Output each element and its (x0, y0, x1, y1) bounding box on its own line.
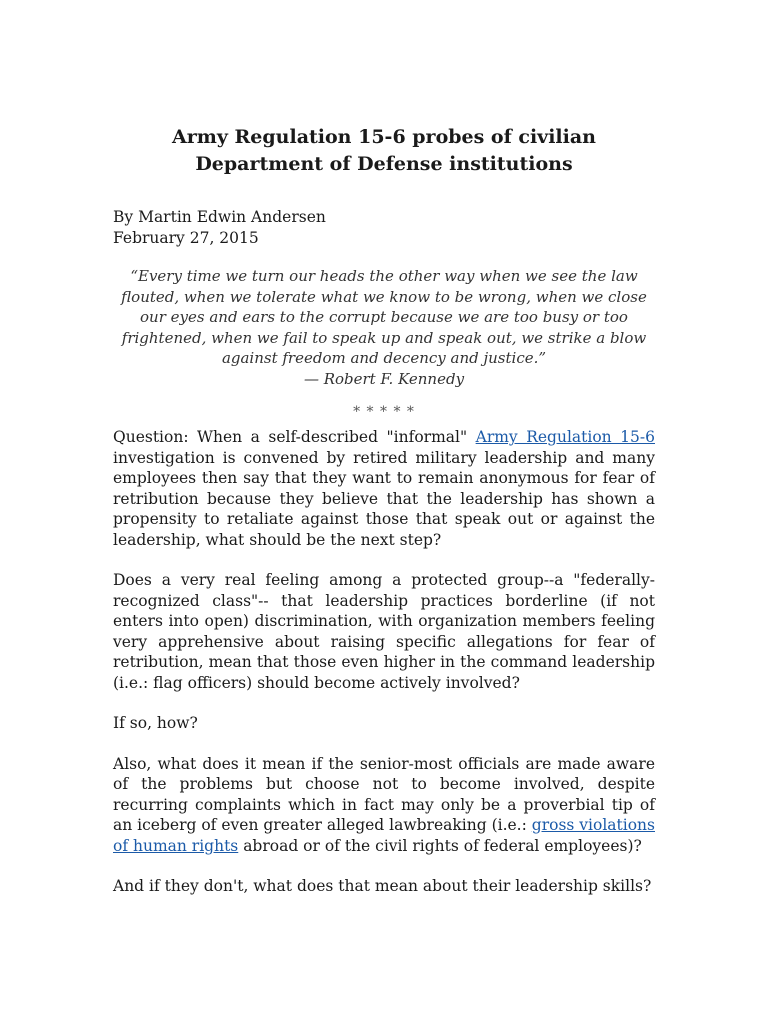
paragraph-text: Also, what does it mean if the senior-most officials are made aware of the problems but choose not to become involved, despite recurring complaints which in fact may only be a proverbial tip of an iceberg of even greater alleged lawbreaking (i.e.: (113, 754, 655, 834)
title-line-1: Army Regulation 15-6 probes of civilian (172, 126, 596, 148)
quote-text: “Every time we turn our heads the other way when we see the law flouted, when we tolerate what we know to be wrong, when we close our eyes and ears to the corrupt because we are too busy or too frightened, when we fail to speak up and speak out, we strike a blow against freedom and decency and justice.” (121, 267, 647, 367)
paragraph-question (113, 427, 655, 550)
paragraph-text: abroad or of the civil rights of federal employees)? (238, 836, 642, 855)
section-separator: * * * * * (353, 404, 415, 420)
document-page (113, 124, 655, 897)
publish-date: February 27, 2015 (113, 229, 259, 247)
paragraph-protected-group: Does a very real feeling among a protected group--a "federally-recognized class"-- that leadership practices borderline (if not enters into open) discrimination, with organization members feeling very apprehensive about raising specific allegations for fear of retribution, mean that those even higher in the command leadership (i.e.: flag officers) should become actively involved? (113, 571, 655, 692)
title-line-2: Department of Defense institutions (195, 153, 573, 175)
paragraph-if-so: If so, how? (113, 714, 198, 732)
quote-attribution: — Robert F. Kennedy (303, 369, 465, 388)
byline (113, 207, 655, 249)
document-title (113, 124, 655, 178)
paragraph-text: Question: When a self-described "informal" (113, 428, 476, 446)
human-rights-link[interactable]: gross violations of human rights (113, 816, 655, 855)
author: By Martin Edwin Andersen (113, 208, 326, 226)
paragraph-senior-officials (113, 754, 655, 857)
paragraph-leadership-skills: And if they don't, what does that mean about their leadership skills? (113, 877, 652, 895)
epigraph-quote (113, 266, 655, 389)
army-regulation-link[interactable]: Army Regulation 15-6 (475, 428, 655, 446)
paragraph-text: investigation is convened by retired military leadership and many employees then say that they want to remain anonymous for fear of retribution because they believe that the leadership has shown a propensity to retaliate against those that speak out or against the leadership, what should be the next step? (113, 448, 655, 549)
